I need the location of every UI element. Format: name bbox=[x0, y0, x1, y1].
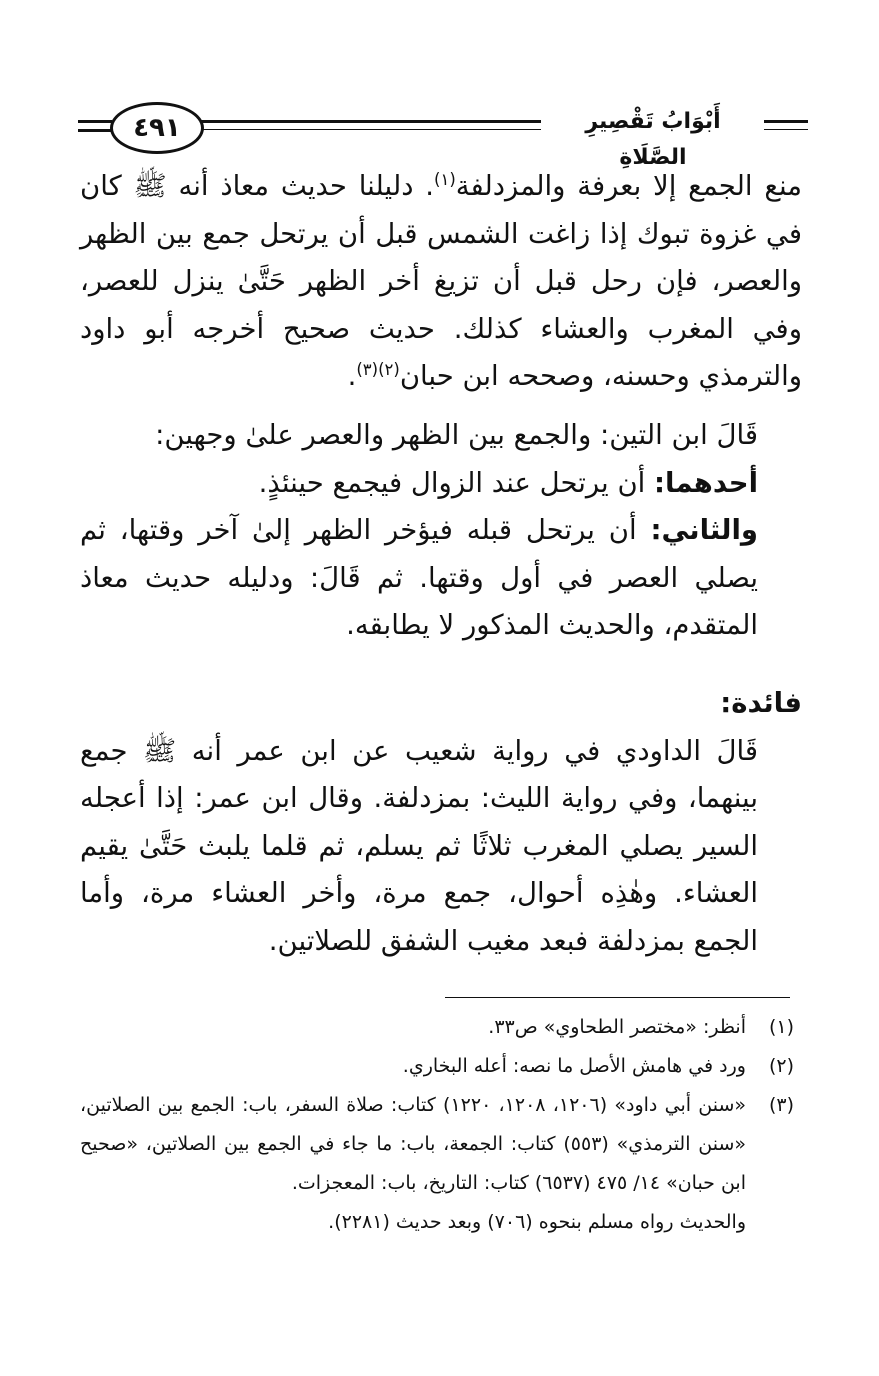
paragraph-2: قَالَ ابن التين: والجمع بين الظهر والعصر علىٰ وجهين: bbox=[155, 419, 758, 451]
header-rule bbox=[78, 120, 112, 123]
header-rule bbox=[198, 120, 541, 123]
page-number: ٤٩١ bbox=[110, 102, 204, 154]
paragraph-3 bbox=[80, 460, 802, 508]
paragraph-text: . دليلنا حديث معاذ أنه ﷺ كان في غزوة تبوك إذا زاغت الشمس قبل أن يرتحل جمع بين الظهر والعصر، فإن رحل قبل أن تزيغ أخر الظهر حَتَّىٰ ينزل للعصر، وفي المغرب والعشاء كذلك. حديث صحيح أخرجه أبو داود والترمذي وحسنه، وصححه ابن حبان bbox=[80, 170, 802, 392]
section-heading: فائدة: bbox=[720, 687, 802, 719]
header-rule bbox=[764, 129, 808, 130]
footnote-ref-1: (١) bbox=[434, 169, 456, 189]
footnote-1 bbox=[80, 1008, 802, 1047]
paragraph-end: . bbox=[347, 360, 357, 392]
footnote-text: أنظر: «مختصر الطحاوي» ص٣٣. bbox=[488, 1016, 746, 1038]
header-rule bbox=[764, 120, 808, 123]
chapter-title: أَبْوَابُ تَقْصِيرِ الصَّلَاةِ bbox=[585, 109, 721, 170]
footnotes bbox=[80, 1008, 802, 1242]
paragraph-4 bbox=[80, 507, 802, 650]
running-header bbox=[78, 98, 808, 170]
footnote-3 bbox=[80, 1086, 802, 1203]
paragraph-5: قَالَ الداودي في رواية شعيب عن ابن عمر أنه ﷺ جمع بينهما، وفي رواية الليث: بمزدلفة. وقال ابن عمر: إذا أعجله السير يصلي المغرب ثلاثًا ثم يسلم، ثم قلما يلبث حَتَّىٰ يقيم العشاء. وهٰذِه أحوال، جمع مرة، وأخر العشاء مرة، وأما الجمع بمزدلفة فبعد مغيب الشفق للصلاتين. bbox=[80, 734, 758, 957]
paragraph-text: أن يرتحل قبله فيؤخر الظهر إلىٰ آخر وقتها، ثم يصلي العصر في أول وقتها. ثم قَالَ: ودليله حديث معاذ المتقدم، والحديث المذكور لا يطابقه. bbox=[80, 514, 758, 641]
footnote-text: ورد في هامش الأصل ما نصه: أعله البخاري. bbox=[402, 1055, 746, 1077]
paragraph-lead: أحدهما: bbox=[654, 466, 758, 499]
body-section-2 bbox=[80, 412, 802, 650]
body-section-3 bbox=[80, 680, 802, 965]
header-rule bbox=[78, 129, 112, 132]
body-section-1 bbox=[80, 163, 802, 401]
paragraph-1 bbox=[80, 163, 802, 401]
footnote-number: (٢) bbox=[768, 1055, 794, 1077]
header-rule bbox=[198, 129, 541, 130]
footnote-number: (٣) bbox=[768, 1094, 794, 1116]
paragraph-text: أن يرتحل عند الزوال فيجمع حينئذٍ. bbox=[258, 466, 655, 499]
footnote-separator bbox=[445, 997, 790, 998]
paragraph-lead: والثاني: bbox=[650, 514, 758, 546]
footnote-3-continuation: والحديث رواه مسلم بنحوه (٧٠٦) وبعد حديث (٢٢٨١). bbox=[328, 1211, 746, 1233]
footnote-ref-2-3: (٢)(٣) bbox=[356, 359, 400, 379]
footnote-2 bbox=[80, 1047, 802, 1086]
footnote-number: (١) bbox=[768, 1016, 794, 1038]
footnote-text: «سنن أبي داود» (١٢٠٦، ١٢٠٨، ١٢٢٠) كتاب: صلاة السفر، باب: الجمع بين الصلاتين، «سنن الترمذي» (٥٥٣) كتاب: الجمعة، باب: ما جاء في الجمع بين الصلاتين، «صحيح ابن حبان» ١٤/ ٤٧٥ (٦٥٣٧) كتاب: التاريخ، باب: المعجزات. bbox=[80, 1094, 747, 1194]
paragraph-text: منع الجمع إلا بعرفة والمزدلفة bbox=[455, 170, 802, 202]
